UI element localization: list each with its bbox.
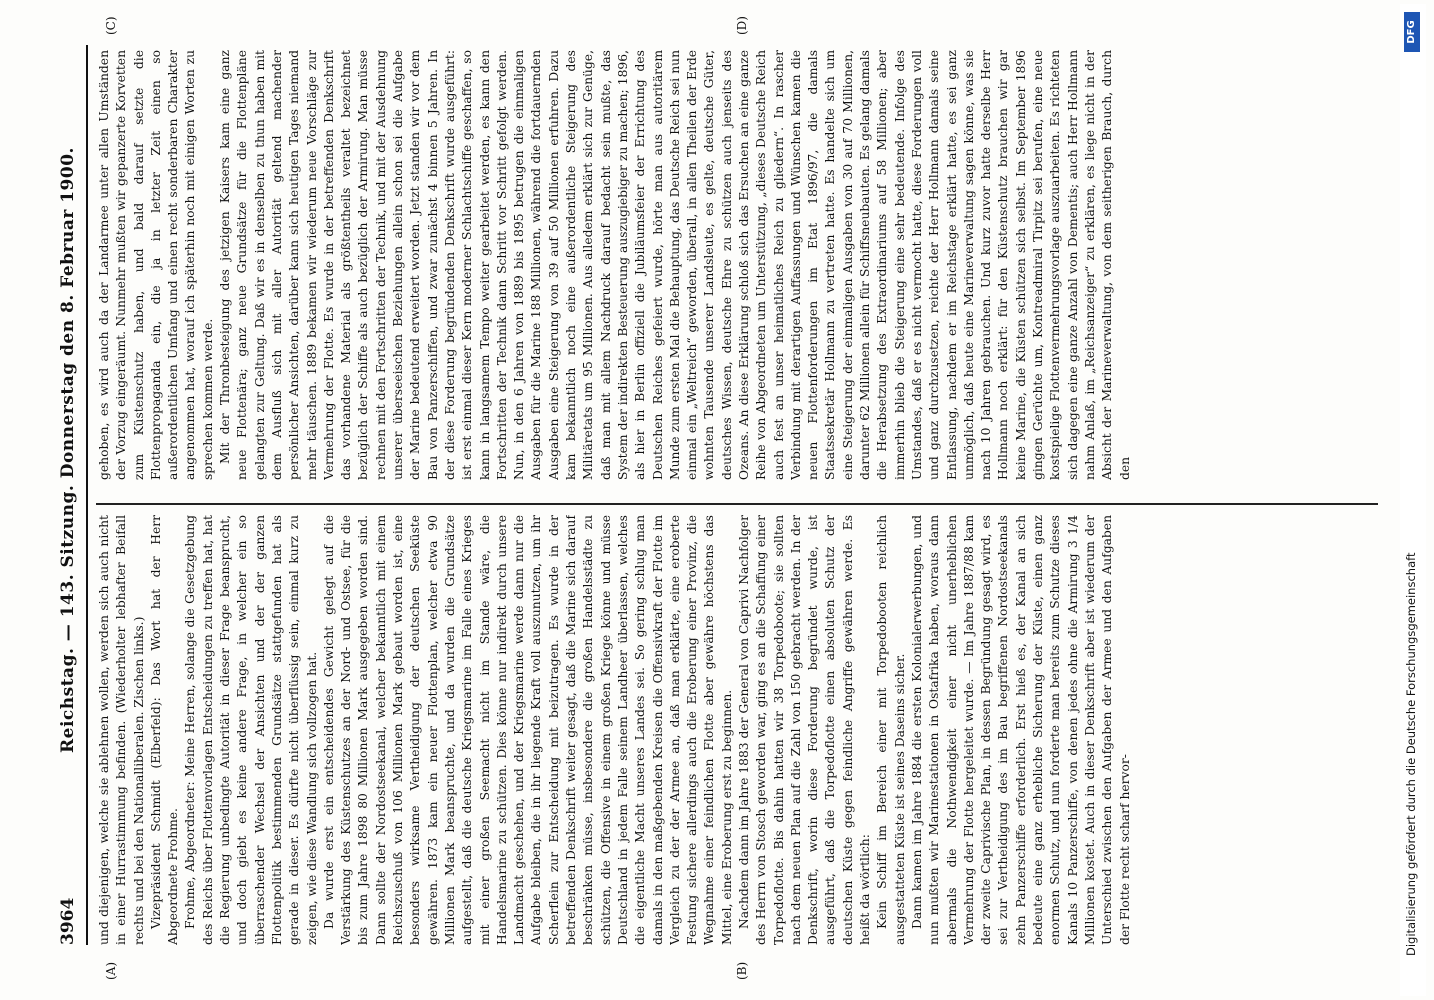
paragraph: Frohme, Abgeordneter: Meine Herren, solange die Gesetzgebung des Reichs über Flottenvorlagen Entscheidungen zu treffen hat, hat die Regierung unbedingte Autorität in dieser Frage beansprucht, und doch giebt es keine andere Frage, in welcher ein so überraschender Wechsel der Ansichten und der der ganzen Flottenpolitik bestimmenden Grundsätze stattgefunden hat als gerade in dieser. Es dürfte nicht überflüssig sein, einmal kurz zu zeigen, wie diese Wandlung sich vollzogen hat. — [183, 515, 319, 945]
margin-mark-b: (B) — [735, 961, 749, 980]
left-column — [96, 515, 1378, 945]
quotation: Kein Schiff im Bereich einer mit Torpedobooten reichlich ausgestatteten Küste ist seines Daseins sicher. — [875, 515, 907, 945]
margin-mark-a: (A) — [104, 961, 118, 980]
right-column — [96, 50, 1378, 480]
paragraph: Vizepräsident Schmidt (Elberfeld): Das Wort hat der Herr Abgeordnete Frohme. — [148, 515, 181, 945]
paragraph: Nachdem dann im Jahre 1883 der General von Caprivi Nachfolger des Herrn von Stosch geworden war, ging es an die Schaffung einer Torpedoflotte. Bis dahin hatten wir 38 Torpedoboote; sie sollten nach dem neuen Plan auf die Zahl von 150 gebracht werden. In der Denkschrift, worin diese Forderung begründet wurde, ist ausgeführt, daß die Torpedoflotte einen absoluten Schutz der deutschen Küste gegen feindliche Angriffe gewähren werde. Es heißt da wörtlich: — [736, 515, 873, 945]
column-divider — [96, 503, 1378, 505]
dfg-logo: DFG — [1404, 12, 1420, 52]
funding-note: Digitalisierung gefördert durch die Deutsche Forschungsgemeinschaft — [1404, 552, 1418, 956]
page-number: 3964 — [58, 897, 78, 945]
paragraph: Mit der Thronbesteigung des jetzigen Kaisers kam eine ganz neue Flottenära; ganz neue Grundsätze für die Flottenpläne gelangten zur Geltung. Daß wir es in denselben zu thun haben mit dem Ausfluß sich mit aller Autorität geltend machender persönlicher Ansichten, darüber kann sich heutigen Tages niemand mehr täuschen. 1889 bekamen wir wiederum neue Vorschläge zur Vermehrung der Flotte. Es wurde in der betreffenden Denkschrift das vorhandene Material als größtentheils veraltet bezeichnet bezüglich der Schiffe als auch bezüglich der Armirung. Man müsse rechnen mit den Fortschritten der Technik, und mit der Ausdehnung unserer überseeischen Beziehungen allein schon sei die Aufgabe der Marine bedeutend erweitert worden. Jetzt standen wir vor dem Bau von Panzerschiffen, und zwar zunächst 4 binnen 5 Jahren. In der diese Forderung begründenden Denkschrift wurde ausgeführt: ist erst einmal dieser Kern moderner Schlachtschiffe geschaffen, so kann in langsamem Tempo weiter gearbeitet werden, es kann den Fortschritten der Technik dann Schritt vor Schritt gefolgt werden. Nun, in den 6 Jahren von 1889 bis 1895 betrugen die einmaligen Ausgaben für die Marine 188 Millionen, während die fortdauernden Ausgaben eine Steigerung von 39 auf 50 Millionen erfuhren. Dazu kam bekanntlich noch eine außerordentliche Steigerung des Militäretats um 95 Millionen. Aus alledem erklärt sich zur Genüge, daß man mit allem Nachdruck darauf bedacht sein mußte, das System der indirekten Besteuerung auszugiebiger zu machen; 1896, als hier in Berlin offiziell die Jubiläumsfeier der Errichtung des Deutschen Reiches gefeiert wurde, hörte man aus autoritärem Munde zum ersten Mal die Behauptung, das Deutsche Reich sei nun einmal ein „Weltreich“ geworden, überall, in allen Theilen der Erde wohnten Tausende unserer Landsleute, es gelte, deutsche Güter, deutsches Wissen, deutsche Ehre zu schützen auch jenseits des Ozeans. An diese Erklärung schloß sich das Ersuchen an eine ganze Reihe von Abgeordneten um Unterstützung, „dieses Deutsche Reich auch fest an unser heimatliches Reich zu gliedern“. In rascher Verbindung mit derartigen Auffassungen und Wünschen kamen die neuen Flottenforderungen im Etat 1896/97, die damals Staatssekretär Hollmann zu vertreten hatte. Es handelte sich um eine Steigerung der einmaligen Ausgaben von 30 auf 70 Millionen, darunter 62 Millionen allein für Schiffsneubauten. Es gelang damals die Herabsetzung des Extraordinariums auf 58 Millionen; aber immerhin blieb die Steigerung eine sehr bedeutende. Infolge des Umstandes, daß er es nicht vermocht hatte, diese Forderungen voll und ganz durchzusetzen, reichte der Herr Hollmann damals seine Entlassung, nachdem er im Reichstage erklärt hatte, es sei ganz unmöglich, daß heute eine Marineverwaltung sagen könne, was sie nach 10 Jahren gebrauchen. Und kurz zuvor hatte derselbe Herr Hollmann noch erklärt: für den Küstenschutz brauchen wir gar keine Marine, die Küsten schützen sich selbst. Im September 1896 gingen Gerüchte um, Kontreadmiral Tirpitz sei berufen, eine neue kostspielige Flottenvermehrungsvorlage auszuarbeiten. Es richteten sich dagegen eine ganze Anzahl von Dementis; auch Herr Hollmann nahm Anlaß, im „Reichsanzeiger“ zu erklären, es liege nicht in der Absicht der Marineverwaltung, von dem seitherigen Brauch, durch den — [218, 50, 1132, 480]
margin-mark-c: (C) — [104, 16, 118, 35]
page-title: Reichstag. — 143. Sitzung. Donnerstag den 8. Februar 1900. — [58, 147, 78, 753]
margin-mark-d: (D) — [735, 16, 749, 35]
digitization-footer — [1400, 4, 1426, 996]
paragraph: Dann kamen im Jahre 1884 die ersten Kolonialerwerbungen, und nun mußten wir Marinestationen in Ostafrika haben, woraus dann abermals die Nothwendigkeit einer nicht unerheblichen Vermehrung der Flotte hergeleitet wurde. — Im Jahre 1887/88 kam der zweite Caprivische Plan, in dessen Begründung gesagt wird, es sei zur Vertheidigung des im Bau begriffenen Nordostseekanals zehn Panzerschiffe erforderlich. Erst hieß es, der Kanal an sich bedeute eine ganz erhebliche Sicherung der Küste, einen ganz enormen Schutz, und nun forderte man bereits zum Schutze dieses Kanals 10 Panzerschiffe, von denen jedes ohne die Armirung 3 1/4 Millionen kostet. Auch in dieser Denkschrift aber ist wiederum der Unterschied zwischen den Aufgaben der Armee und den Aufgaben der Flotte recht scharf hervor- — [909, 515, 1132, 945]
header-rule — [86, 45, 88, 945]
page-header — [50, 45, 84, 945]
paragraph: gehoben, es wird auch da der Landarmee unter allen Umständen der Vorzug eingeräumt. Nunmehr mußten wir gepanzerte Korvetten zum Küstenschutz haben, und bald darauf setzte die Flottenpropaganda ein, die ja in letzter Zeit einen so außerordentlichen Umfang und einen recht sonderbaren Charakter angenommen hat, worauf ich späterhin noch mit einigen Worten zu sprechen kommen werde. — [97, 50, 215, 480]
paragraph: Da wurde erst ein entscheidendes Gewicht gelegt auf die Verstärkung des Küstenschutzes an der Nord- und Ostsee, für die bis zum Jahre 1898 80 Millionen Mark ausgegeben worden sind. Dann sollte der Nordostseekanal, welcher bekanntlich mit einem Reichszuschuß von 106 Millionen Mark gebaut worden ist, eine besonders wirksame Vertheidigung der deutschen Seeküste gewähren. 1873 kam ein neuer Flottenplan, welcher etwa 90 Millionen Mark beanspruchte, und da wurden die Grundsätze aufgestellt, daß die deutsche Kriegsmarine im Falle eines Krieges mit einer großen Seemacht nicht im Stande wäre, die Handelsmarine zu schützen. Dies könne nur indirekt durch unsere Landmacht geschehen, und der Kriegsmarine werde dann nur die Aufgabe bleiben, die in ihr liegende Kraft voll auszunutzen, um ihr Scherflein zur Entscheidung mit beizutragen. Es wurde in der betreffenden Denkschrift weiter gesagt, daß die Marine sich darauf beschränken müsse, insbesondere die großen Handelsstädte zu schützen, die Offensive in einem großen Kriege könne und müsse Deutschland in jedem Falle seinem Landheer überlassen, welches die eigentliche Macht unseres Landes sei. So gering schlug man damals in den maßgebenden Kreisen die Offensivkraft der Flotte im Vergleich zu der der Armee an, daß man erklärte, eine eroberte Festung sichere allerdings auch die Eroberung einer Provinz, die Wegnahme einer feindlichen Flotte aber gewähre höchstens das Mittel, eine Eroberung erst zu beginnen. — [321, 515, 734, 945]
paragraph: und diejenigen, welche sie ablehnen wollen, werden sich auch nicht in einer Hurrastimmung befinden. (Wiederholter lebhafter Beifall rechts und bei den Nationalliberalen. Zischen links.) — [97, 515, 146, 945]
